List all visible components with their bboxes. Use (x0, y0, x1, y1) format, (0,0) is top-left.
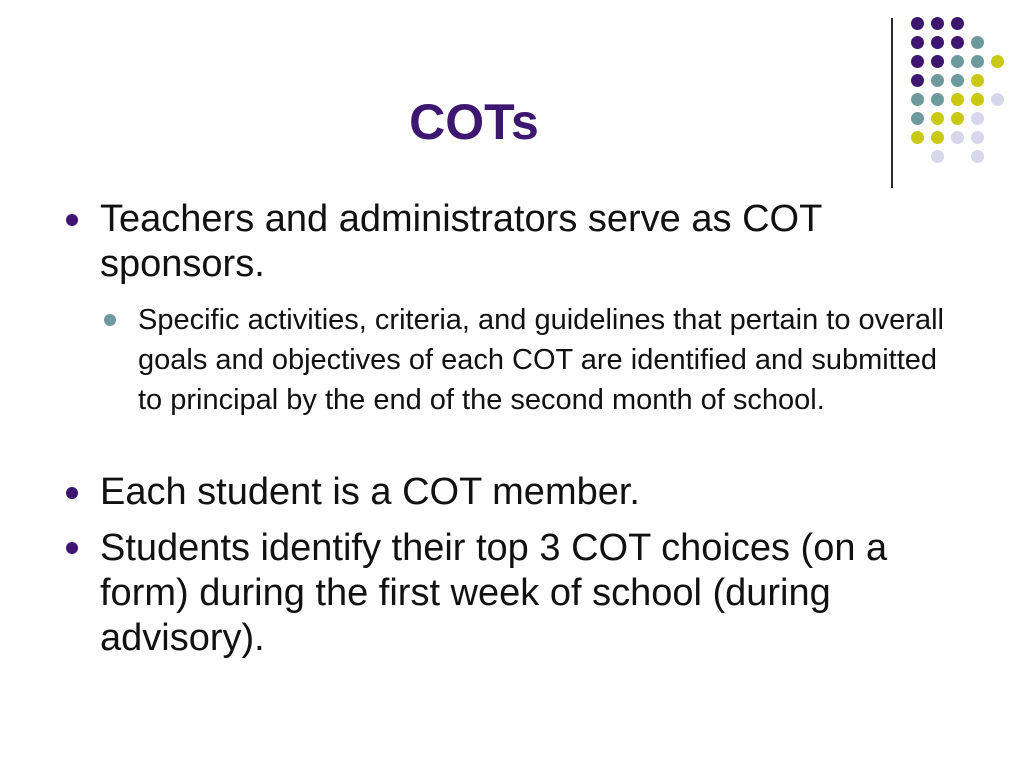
decor-dot (931, 17, 944, 30)
decor-dot (911, 55, 924, 68)
decor-dot (991, 93, 1004, 106)
decor-dot (971, 150, 984, 163)
decor-dot (911, 17, 924, 30)
decor-dot (931, 74, 944, 87)
decor-dot (971, 55, 984, 68)
decor-dot (911, 74, 924, 87)
decor-dot (951, 93, 964, 106)
decor-dot (951, 131, 964, 144)
decor-dot (971, 74, 984, 87)
decor-dot (951, 17, 964, 30)
purple-dot-bullet-icon (66, 214, 78, 226)
purple-dot-bullet-icon (66, 542, 78, 554)
sub-bullet-text: Specific activities, criteria, and guidelines that pertain to overall goals and objectives of each COT are identified and submitted to principal by the end of the second month of school. (138, 304, 944, 416)
decor-dot (931, 36, 944, 49)
bullet-text: Each student is a COT member. (100, 471, 640, 513)
decor-dot (951, 55, 964, 68)
bullet-text: Students identify their top 3 COT choices (on a form) during the first week of school (during advisory). (100, 527, 888, 659)
teal-dot-bullet-icon (104, 314, 116, 326)
decor-dot (951, 36, 964, 49)
decor-dot (971, 112, 984, 125)
decor-dot (991, 55, 1004, 68)
decor-dot (951, 112, 964, 125)
decor-dot (911, 36, 924, 49)
decor-dot (931, 55, 944, 68)
purple-dot-bullet-icon (66, 487, 78, 499)
slide-title: COTs (409, 94, 539, 150)
decor-dot (951, 74, 964, 87)
decor-dot (971, 93, 984, 106)
bullet-text: Teachers and administrators serve as COT sponsors. (100, 198, 822, 285)
decor-dot (971, 131, 984, 144)
decor-dot (971, 36, 984, 49)
